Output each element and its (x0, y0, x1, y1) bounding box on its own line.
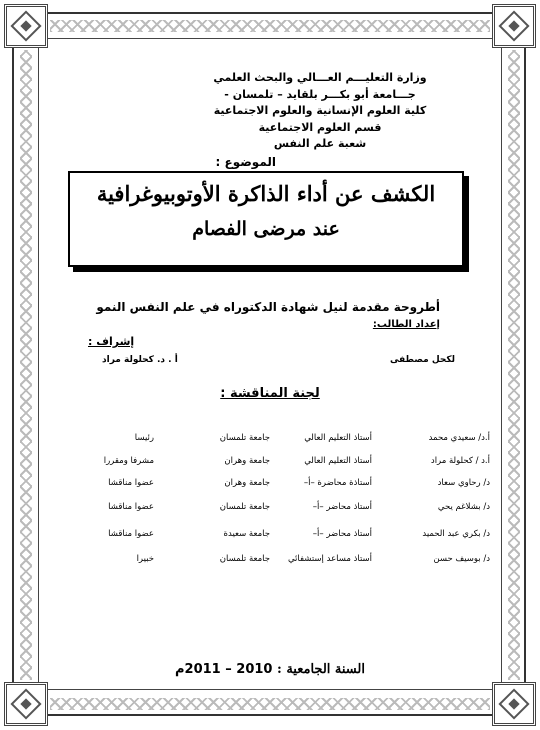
thesis-title-box (68, 171, 464, 267)
thesis-description: أطروحة مقدمة لنيل شهادة الدكتوراه في علم النفس النمو (96, 300, 440, 314)
prepared-by-label: إعداد الطالب: (372, 319, 440, 330)
committee-row (80, 529, 490, 543)
member-name: د/ رحاوي سعاد (437, 478, 490, 488)
member-name: أ.د/ سعيدي محمد (428, 433, 490, 443)
header-line-faculty: كلية العلوم الإنسانية والعلوم الاجتماعية (213, 104, 427, 117)
corner-ornament-icon (4, 4, 48, 48)
committee-row (80, 456, 490, 470)
header-line-university: جـــامعة أبو بكـــر بلقايد – تلمسان - (224, 87, 416, 101)
border-pattern-left (20, 50, 32, 680)
border-pattern-top (50, 20, 490, 32)
member-name: د/ بشلاغم يحي (437, 502, 490, 512)
member-rank: أستاذ محاضر –أ– (312, 529, 372, 539)
committee-row (80, 502, 490, 516)
corner-ornament-icon (4, 682, 48, 726)
member-name: د/ بوسيف حسن (433, 554, 490, 564)
border-pattern-bottom (50, 698, 490, 710)
member-rank: أستاذة محاضرة –أ– (303, 478, 372, 488)
member-university: جامعة وهران (224, 456, 270, 466)
member-name: أ.د / كحلولة مراد (430, 456, 490, 466)
member-university: جامعة تلمسان (219, 554, 270, 564)
member-name: د/ بكري عبد الحميد (422, 529, 490, 539)
member-rank: أستاذ التعليم العالي (304, 456, 372, 466)
institution-header (170, 70, 470, 153)
member-role: خبيرا (136, 554, 154, 564)
member-role: رئيسا (134, 433, 154, 443)
member-role: مشرفا ومقررا (103, 456, 154, 466)
member-university: جامعة سعيدة (223, 529, 270, 539)
committee-row (80, 433, 490, 447)
student-name: لكحل مصطفى (389, 355, 455, 365)
committee-title (0, 386, 540, 401)
header-line-branch: شعبة علم النفس (273, 137, 367, 150)
committee-title-text: لجنة المناقشة : (220, 386, 320, 401)
academic-year-value: 2010 – 2011م (175, 662, 273, 677)
subject-label: الموضوع : (215, 155, 276, 169)
header-line-ministry: وزارة التعليـــم العـــالي والبحث العلمي (213, 71, 427, 84)
committee-row (80, 478, 490, 492)
member-university: جامعة وهران (224, 478, 270, 488)
academic-year (0, 662, 540, 677)
supervisor-name: أ . د. كحلولة مراد (102, 355, 178, 365)
member-role: عضوا مناقشا (108, 502, 154, 512)
academic-year-label: السنة الجامعية : (277, 662, 365, 677)
member-university: جامعة تلمسان (219, 502, 270, 512)
member-rank: أستاذ التعليم العالي (304, 433, 372, 443)
supervision-label: إشراف : (88, 335, 135, 348)
header-line-department: قسم العلوم الاجتماعية (258, 120, 382, 134)
thesis-title-line2: عند مرضى الفصام (192, 218, 340, 240)
member-university: جامعة تلمسان (219, 433, 270, 443)
member-rank: أستاذ محاضر –أ– (312, 502, 372, 512)
member-role: عضوا مناقشا (108, 529, 154, 539)
member-role: عضوا مناقشا (108, 478, 154, 488)
thesis-title-line1: الكشف عن أداء الذاكرة الأوتوبيوغرافية (96, 181, 436, 206)
committee-row (80, 554, 490, 568)
corner-ornament-icon (492, 4, 536, 48)
border-pattern-right (508, 50, 520, 680)
member-rank: أستاذ مساعد إستشفائي (287, 554, 372, 564)
corner-ornament-icon (492, 682, 536, 726)
